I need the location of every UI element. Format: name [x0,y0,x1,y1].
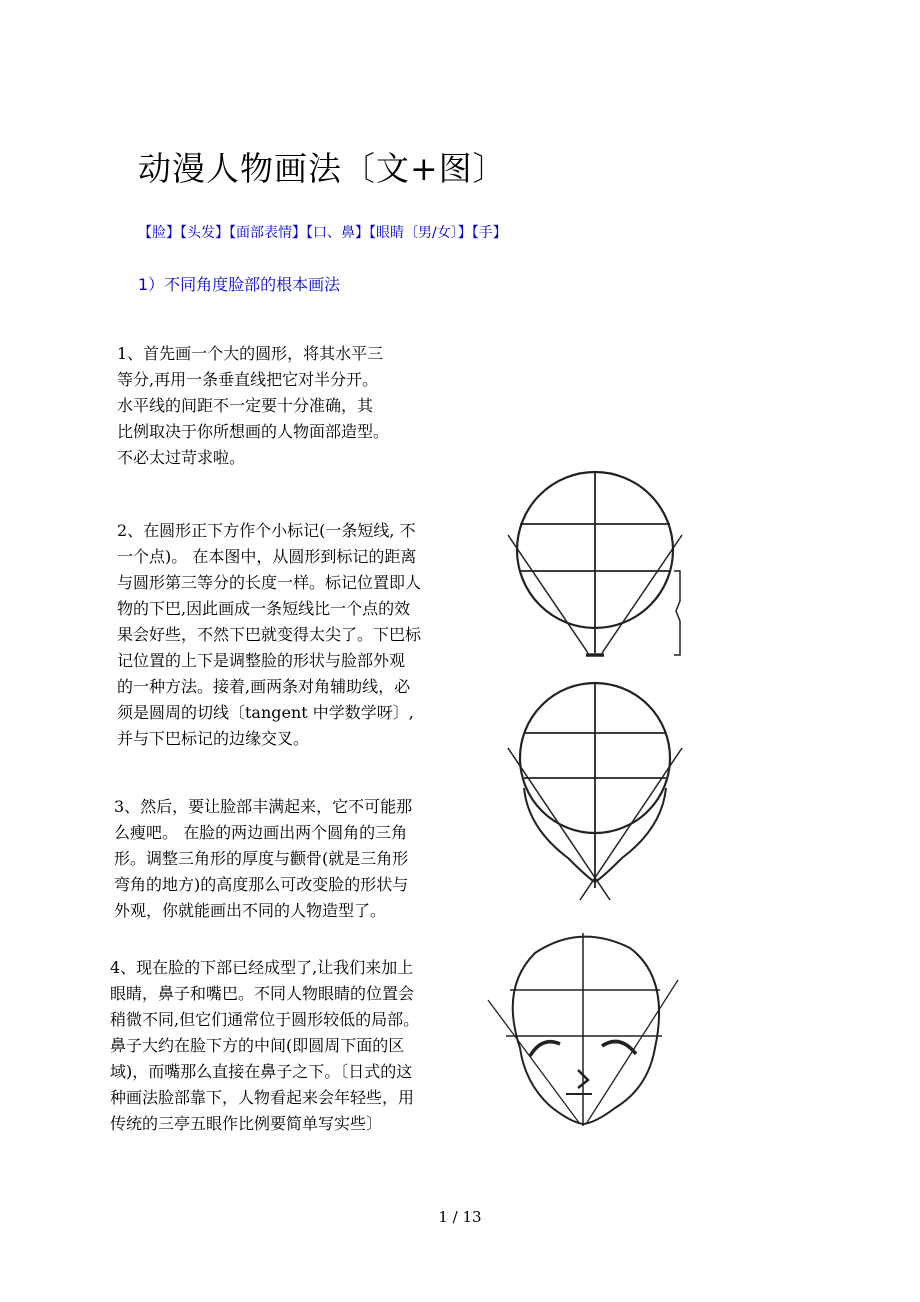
text-line: 等分,再用一条垂直线把它对半分开。 [117,370,379,389]
section-heading: 1）不同角度脸部的根本画法 [138,275,341,294]
text-line: 域)，而嘴那么直接在鼻子之下。〔日式的这 [110,1062,413,1081]
head-sketch-step-3-figure [488,668,703,913]
page-number: 1 / 13 [438,1208,482,1226]
head-sketch-step-4-figure [480,928,695,1133]
nav-link-face[interactable]: 【脸】 [138,225,180,241]
text-line: 鼻子大约在脸下方的中间(即圆周下面的区 [110,1036,405,1055]
text-line: 水平线的间距不一定要十分准确，其 [117,396,374,415]
text-line: 外观，你就能画出不同的人物造型了。 [114,901,387,920]
text-line: 记位置的上下是调整脸的形状与脸部外观 [117,651,406,670]
text-line: 种画法脸部靠下，人物看起来会年轻些，用 [110,1088,415,1107]
diagonal-tangent-line [602,535,682,653]
text-line: 并与下巴标记的边缘交叉。 [117,729,310,748]
text-line: 比例取决于你所想画的人物面部造型。 [117,422,390,441]
nav-link-mouth-nose[interactable]: 【口、鼻】 [306,225,369,241]
nav-link-eyes[interactable]: 【眼睛〔男/女〕】 [369,225,472,241]
text-line: 的一种方法。接着,画两条对角辅助线，必 [117,677,411,696]
right-eye [602,1042,636,1055]
text-line: 须是圆周的切线〔tangent 中学数学呀〕, [117,703,414,722]
diagonal-tangent-line [508,535,588,653]
text-line: 么瘦吧。 在脸的两边画出两个圆角的三角 [114,823,408,842]
measurement-bracket [674,571,680,655]
document-title: 动漫人物画法〔文+图〕 [138,149,507,188]
paragraph-step-2 [117,518,421,752]
section-nav [138,222,507,242]
paragraph-step-4 [110,955,419,1137]
text-line: 1、首先画一个大的圆形，将其水平三 [117,344,384,363]
text-line: 与圆形第三等分的长度一样。标记位置即人 [117,573,422,592]
left-eye [530,1042,560,1056]
paragraph-step-3 [114,794,412,924]
text-line: 4、现在脸的下部已经成型了,让我们来加上 [110,958,414,977]
text-line: 眼睛，鼻子和嘴巴。不同人物眼睛的位置会 [110,984,415,1003]
text-line: 形。调整三角形的厚度与颧骨(就是三角形 [114,849,409,868]
diagonal-tangent-line [488,1000,580,1124]
text-line: 2、在圆形正下方作个小标记(一条短线, 不 [117,521,416,540]
text-line: 不必太过苛求啦。 [117,448,246,467]
nav-link-hands[interactable]: 【手】 [471,225,507,241]
nav-link-hair[interactable]: 【头发】 [180,225,229,241]
text-line: 果会好些，不然下巴就变得太尖了。下巴标 [117,625,422,644]
head-outline [513,937,659,1124]
nav-link-facial-expression[interactable]: 【面部表情】 [229,225,306,241]
head-sketch-step-2-figure [488,463,703,668]
paragraph-step-1 [117,341,389,471]
text-line: 弯角的地方)的高度那么可改变脸的形状与 [114,875,409,894]
text-line: 物的下巴,因此画成一条短线比一个点的效 [117,599,411,618]
text-line: 稍微不同,但它们通常位于圆形较低的局部。 [110,1010,420,1029]
text-line: 3、然后，要让脸部丰满起来，它不可能那 [114,797,413,816]
text-line: 一个点)。 在本图中，从圆形到标记的距离 [117,547,417,566]
text-line: 传统的三亭五眼作比例要简单写实些〕 [110,1114,383,1133]
